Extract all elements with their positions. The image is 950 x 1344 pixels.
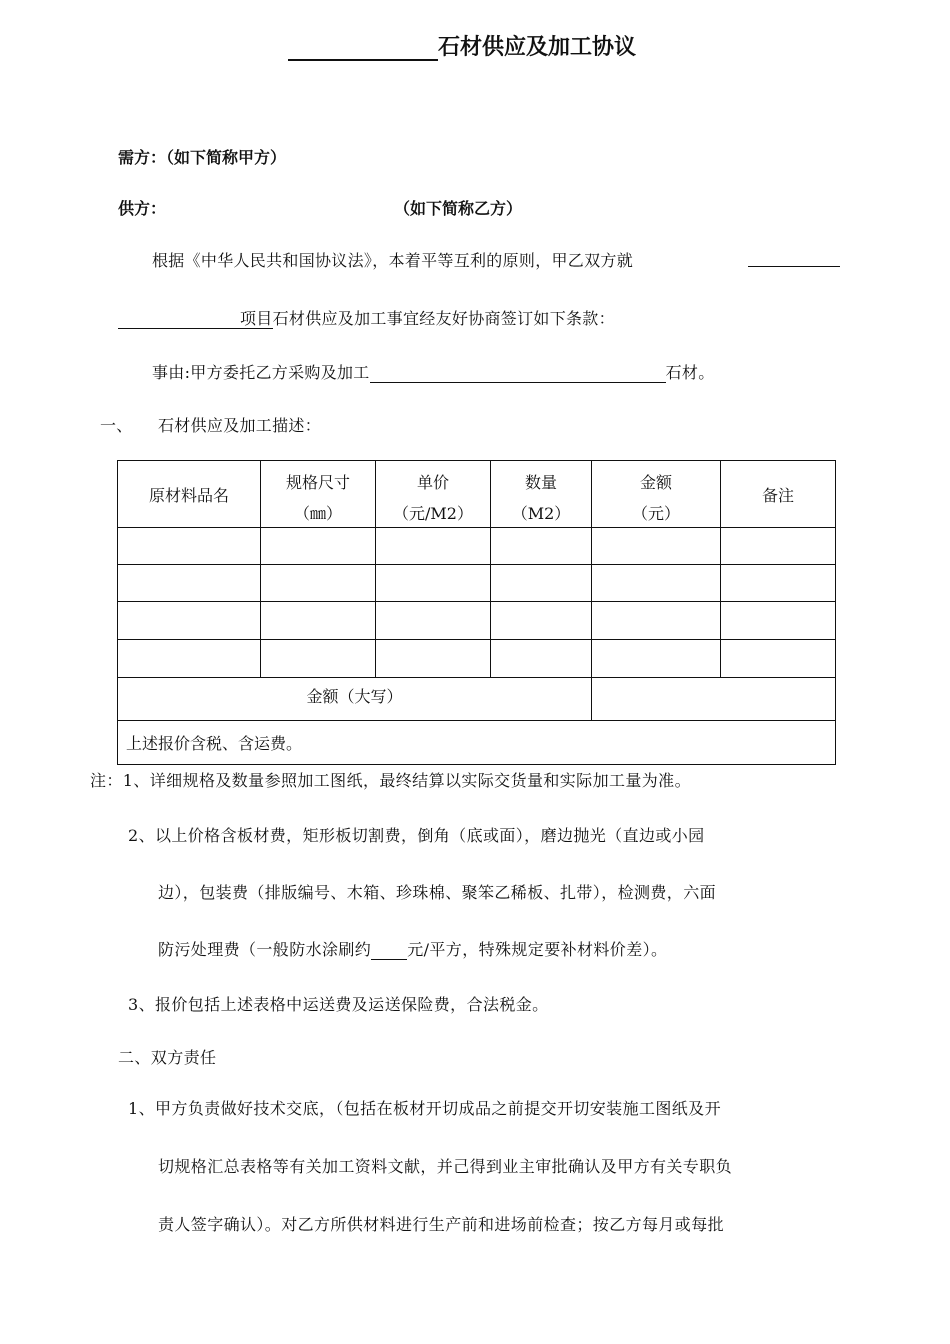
price-table — [117, 460, 836, 765]
document-title — [288, 30, 636, 61]
table-cell[interactable] — [261, 528, 376, 565]
table-row — [118, 565, 836, 602]
table-row — [118, 528, 836, 565]
table-header-row — [118, 461, 836, 528]
table-cell[interactable] — [376, 602, 491, 640]
price-per-sqm-blank[interactable] — [371, 941, 407, 960]
table-cell[interactable] — [376, 528, 491, 565]
section-1-title: 石材供应及加工描述： — [158, 416, 322, 435]
table-cell[interactable] — [721, 528, 836, 565]
header-quantity: 数量 （M2） — [491, 461, 592, 528]
resp-1-line-3: 责人签字确认）。对乙方所供材料进行生产前和进场前检查；按乙方每月或每批 — [158, 1215, 725, 1234]
table-cell[interactable] — [721, 602, 836, 640]
note-2-line-3a: 防污处理费（一般防水涂刷约 — [158, 940, 372, 959]
supply-party-alias: （如下简称乙方） — [394, 199, 523, 218]
note-2-line-1: 2、以上价格含板材费，矩形板切割费，倒角（底或面），磨边抛光（直边或小园 — [128, 826, 705, 845]
table-cell[interactable] — [118, 602, 261, 640]
matter-line — [152, 360, 715, 383]
table-cell[interactable] — [118, 640, 261, 678]
table-cell[interactable] — [592, 565, 721, 602]
title-text: 石材供应及加工协议 — [438, 35, 637, 60]
header-spec: 规格尺寸 （㎜） — [261, 461, 376, 528]
note-2-line-3 — [158, 937, 667, 960]
stone-type-blank[interactable] — [370, 364, 666, 383]
intro-text-2: 石材供应及加工事宜经友好协商签订如下条款： — [272, 309, 615, 328]
table-footer-note: 上述报价含税、含运费。 — [118, 721, 836, 765]
table-cell[interactable] — [261, 602, 376, 640]
intro-line-1 — [152, 248, 633, 271]
table-cell[interactable] — [721, 640, 836, 678]
header-amount: 金额 （元） — [592, 461, 721, 528]
table-cell[interactable] — [118, 528, 261, 565]
table-cell[interactable] — [261, 565, 376, 602]
table-cell[interactable] — [118, 565, 261, 602]
header-remarks: 备注 — [721, 461, 836, 528]
footer-row — [118, 721, 836, 765]
section-1-number: 一、 — [100, 416, 133, 435]
header-material: 原材料品名 — [118, 461, 261, 528]
matter-suffix: 石材。 — [665, 363, 715, 382]
note-3: 3、报价包括上述表格中运送费及运送保险费，合法税金。 — [128, 995, 549, 1014]
note-2-line-2: 边），包装费（排版编号、木箱、珍珠棉、聚笨乙稀板、扎带），检测费，六面 — [158, 883, 717, 902]
section-2-title: 二、双方责任 — [118, 1048, 217, 1067]
title-blank[interactable] — [288, 37, 438, 61]
project-name-blank-1[interactable] — [748, 248, 840, 267]
project-word: 项目 — [240, 309, 273, 328]
intro-text-1: 根据《中华人民共和国协议法》，本着平等互利的原则，甲乙双方就 — [152, 251, 634, 270]
table-cell[interactable] — [491, 602, 592, 640]
demand-party: 需方：（如下简称甲方） — [118, 148, 287, 167]
note-1: 注：1、详细规格及数量参照加工图纸，最终结算以实际交货量和实际加工量为准。 — [90, 771, 691, 790]
table-cell[interactable] — [491, 640, 592, 678]
intro-line-2 — [118, 306, 615, 329]
table-cell[interactable] — [721, 565, 836, 602]
matter-prefix: 事由:甲方委托乙方采购及加工 — [152, 363, 370, 382]
total-value-cell[interactable] — [592, 678, 836, 721]
project-name-blank-2[interactable] — [118, 310, 240, 329]
total-label: 金额（大写） — [118, 678, 592, 721]
supply-party-label: 供方： — [118, 199, 167, 218]
header-unit-price: 单价 （元/M2） — [376, 461, 491, 528]
table-cell[interactable] — [491, 528, 592, 565]
table-cell[interactable] — [261, 640, 376, 678]
table-cell[interactable] — [592, 640, 721, 678]
table-row — [118, 602, 836, 640]
table-row — [118, 640, 836, 678]
resp-1-line-2: 切规格汇总表格等有关加工资料文献，并己得到业主审批确认及甲方有关专职负 — [158, 1157, 733, 1176]
note-2-line-3b: 元/平方，特殊规定要补材料价差）。 — [407, 940, 668, 959]
table-cell[interactable] — [491, 565, 592, 602]
table-cell[interactable] — [376, 565, 491, 602]
table-cell[interactable] — [592, 602, 721, 640]
resp-1-line-1: 1、甲方负责做好技术交底，（包括在板材开切成品之前提交开切安装施工图纸及开 — [128, 1099, 721, 1118]
total-row — [118, 678, 836, 721]
table-cell[interactable] — [592, 528, 721, 565]
table-cell[interactable] — [376, 640, 491, 678]
